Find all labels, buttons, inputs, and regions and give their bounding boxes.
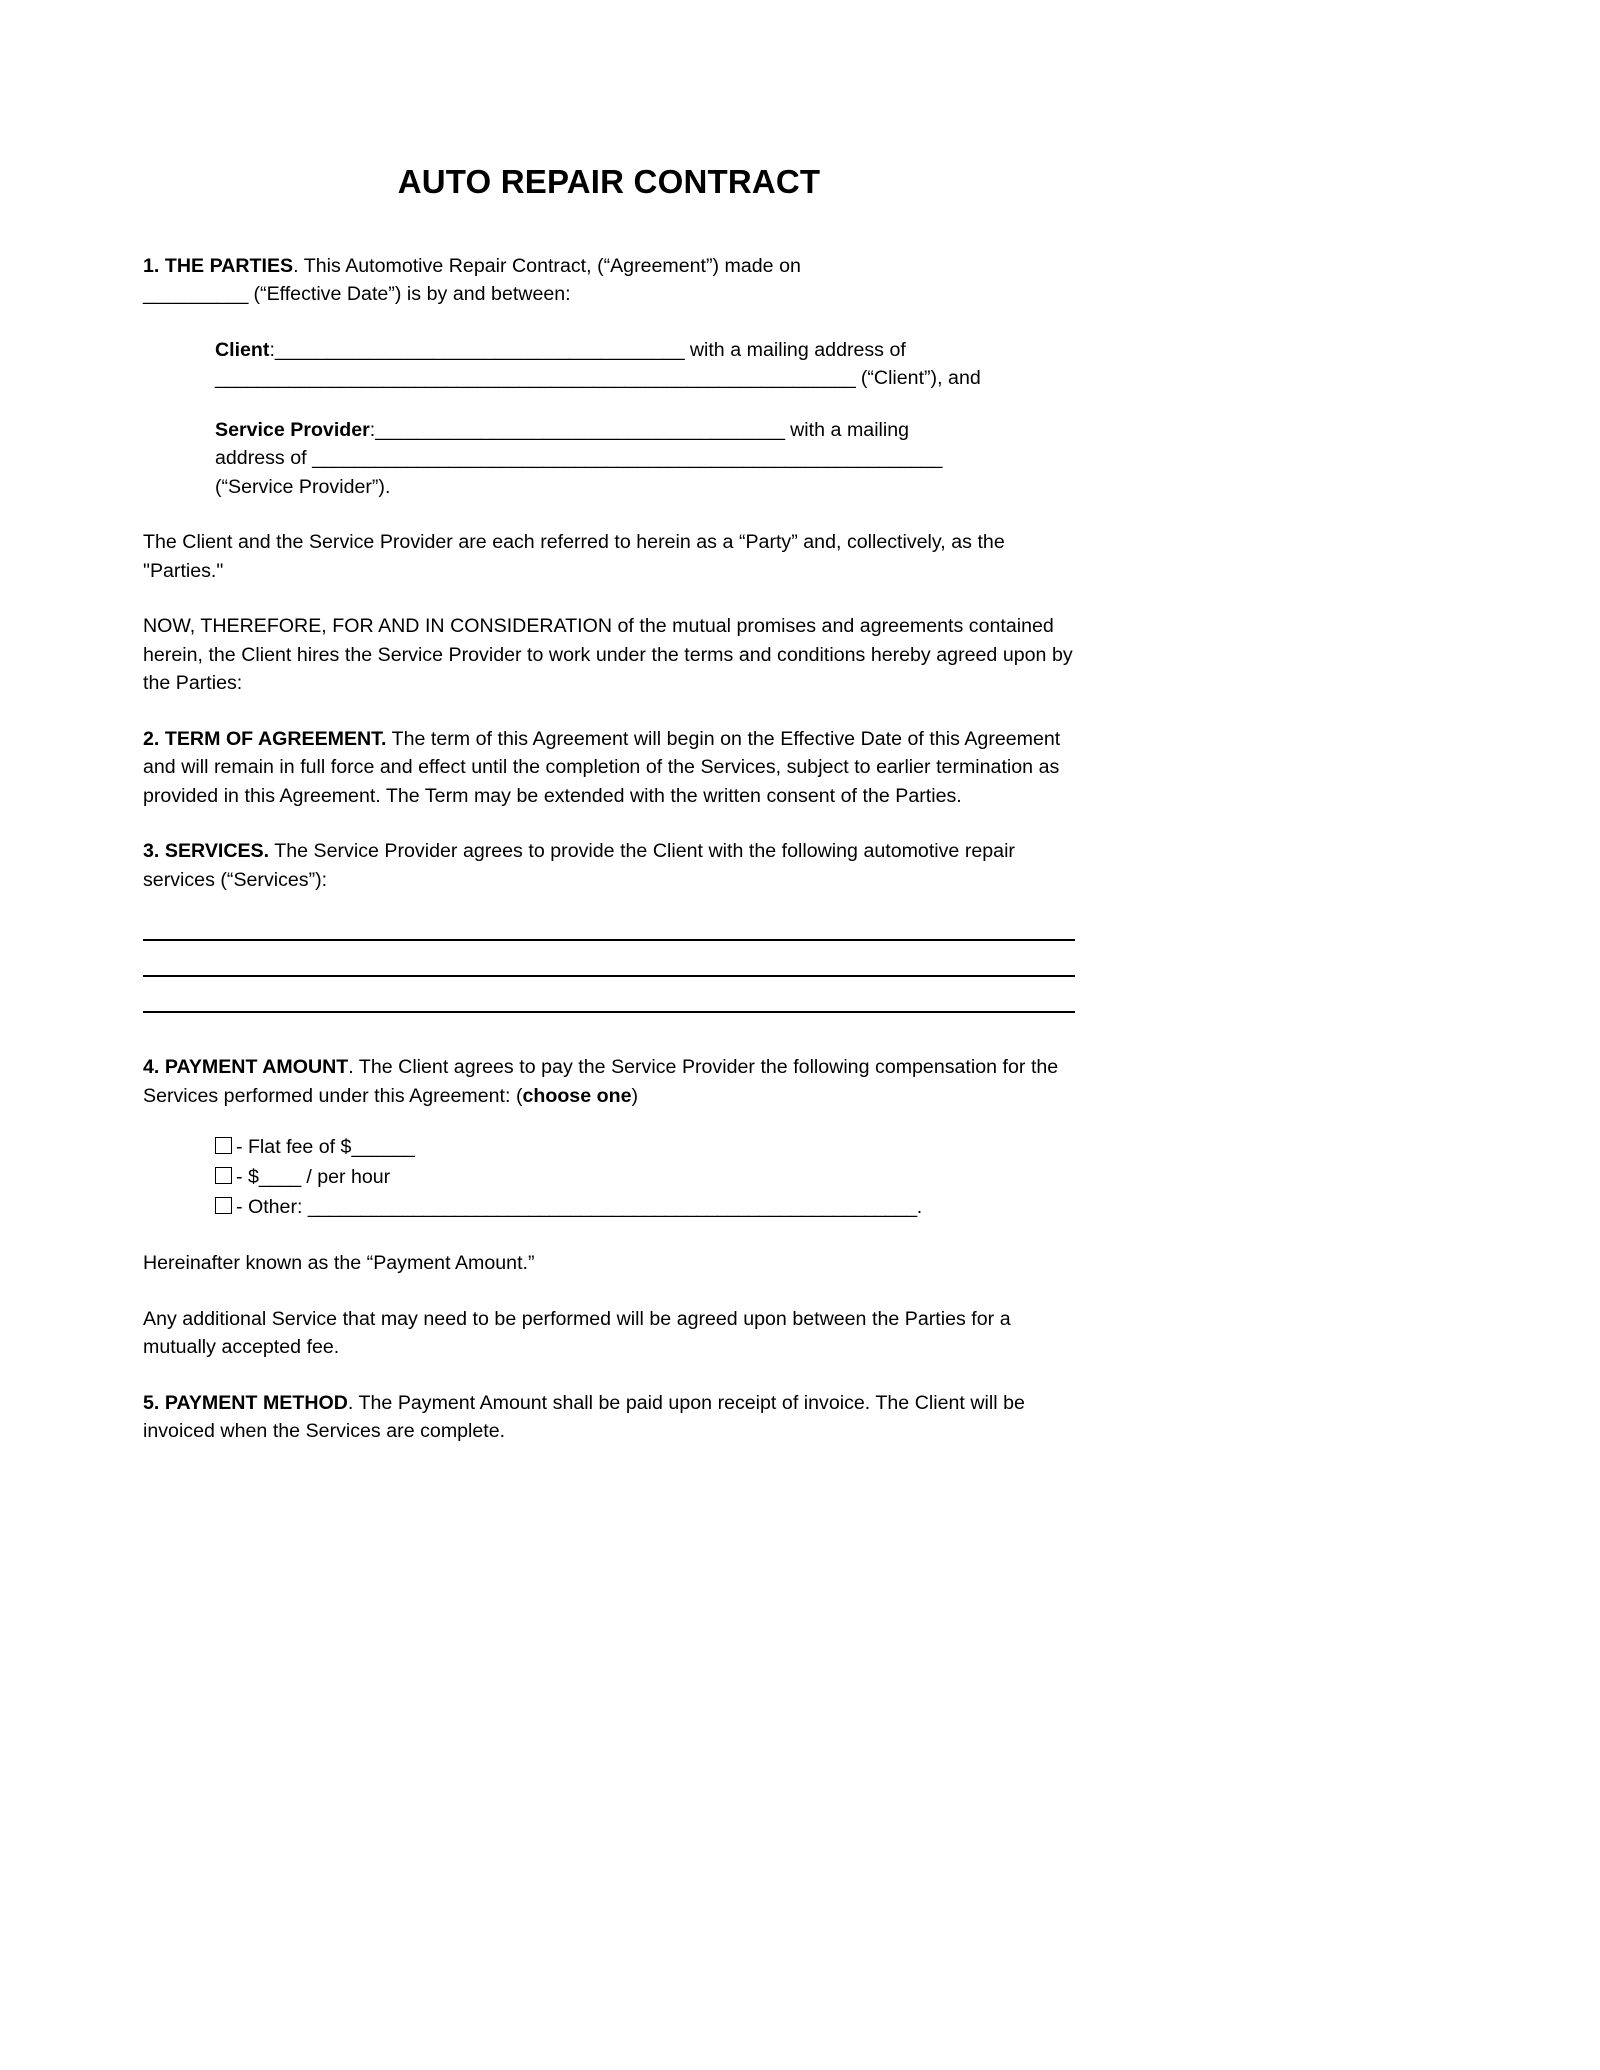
flat-fee-amount-blank[interactable]: ______ bbox=[351, 1136, 415, 1159]
spacer-before-section-5 bbox=[143, 1362, 1075, 1389]
section-services bbox=[143, 837, 1075, 894]
payment-option-dash: - bbox=[236, 1196, 248, 1219]
service-provider-mailing-text: with a mailing bbox=[784, 418, 910, 441]
unchecked-checkbox-icon[interactable] bbox=[215, 1167, 232, 1184]
spacer-before-parties-paragraph bbox=[143, 501, 1075, 528]
service-provider-name-blank[interactable]: _______________________________________ bbox=[375, 418, 785, 441]
client-address-blank[interactable]: _____________________________________________________________ bbox=[215, 367, 856, 390]
hourly-rate-blank[interactable]: ____ bbox=[258, 1166, 301, 1189]
unchecked-checkbox-icon[interactable] bbox=[215, 1137, 232, 1154]
payment-option-dash: - bbox=[236, 1166, 248, 1189]
service-provider-block bbox=[215, 416, 1075, 502]
spacer-before-client-block bbox=[143, 309, 1075, 336]
choose-one-emphasis: choose one bbox=[522, 1084, 632, 1107]
effective-date-blank[interactable]: __________ bbox=[143, 283, 248, 306]
section-payment-method bbox=[143, 1389, 1075, 1446]
payment-option-other[interactable] bbox=[215, 1192, 1075, 1222]
section-4-heading: 4. PAYMENT AMOUNT bbox=[143, 1056, 349, 1079]
services-fill-in-line[interactable] bbox=[143, 975, 1075, 977]
spacer-before-payment-options bbox=[143, 1110, 1075, 1132]
payment-option-suffix: . bbox=[916, 1196, 923, 1219]
payment-option-dash: - bbox=[236, 1136, 248, 1159]
spacer-before-service-lines bbox=[143, 894, 1075, 939]
section-3-body: The Service Provider agrees to provide the Client with the following automotive repair services (“Services”): bbox=[143, 840, 1015, 891]
service-provider-suffix: (“Service Provider”). bbox=[215, 475, 391, 498]
client-colon: : bbox=[269, 338, 275, 361]
services-fill-in-line[interactable] bbox=[143, 939, 1075, 941]
client-block bbox=[215, 336, 1075, 393]
section-5-body: . The Payment Amount shall be paid upon receipt of invoice. The Client will be invoiced when the Services are complete. bbox=[143, 1391, 1025, 1443]
service-provider-label: Service Provider bbox=[215, 418, 370, 441]
hereinafter-payment-amount: Hereinafter known as the “Payment Amount.” bbox=[143, 1252, 535, 1275]
spacer-between-party-blocks bbox=[143, 393, 1075, 416]
payment-option-label: $ bbox=[247, 1166, 259, 1189]
section-5-heading: 5. PAYMENT METHOD bbox=[143, 1391, 348, 1414]
client-mailing-text: with a mailing address of bbox=[684, 338, 906, 361]
service-provider-address-prefix: address of bbox=[215, 447, 313, 470]
spacer-after-title bbox=[143, 201, 1075, 252]
unchecked-checkbox-icon[interactable] bbox=[215, 1197, 232, 1214]
spacer-before-section-3 bbox=[143, 810, 1075, 837]
other-payment-blank[interactable]: __________________________________________________________ bbox=[307, 1196, 917, 1219]
section-4-body-part2: ) bbox=[631, 1084, 639, 1107]
section-4-body-part1: . The Client agrees to pay the Service Provider the following compensation for the Services performed under this Agreement: ( bbox=[143, 1056, 1059, 1107]
section-parties-intro bbox=[143, 252, 1075, 309]
services-fill-in-lines bbox=[143, 939, 1075, 1013]
section-1-heading: 1. THE PARTIES bbox=[143, 254, 294, 277]
client-name-blank[interactable]: _______________________________________ bbox=[274, 338, 685, 361]
spacer-after-service-lines bbox=[143, 1013, 1075, 1053]
payment-option-suffix: / per hour bbox=[300, 1166, 391, 1189]
service-provider-address-blank[interactable]: ____________________________________________________________ bbox=[312, 447, 942, 470]
document-content bbox=[143, 0, 1075, 1446]
section-2-heading: 2. TERM OF AGREEMENT. bbox=[143, 727, 387, 750]
section-payment-amount bbox=[143, 1053, 1075, 1110]
parties-definition-paragraph: The Client and the Service Provider are each referred to herein as a “Party” and, collectively, as the "Parties." bbox=[143, 531, 1005, 582]
additional-service-paragraph: Any additional Service that may need to be performed will be agreed upon between the Parties for a mutually accepted fee. bbox=[143, 1307, 1011, 1359]
page-title: AUTO REPAIR CONTRACT bbox=[397, 163, 821, 200]
consideration-paragraph: NOW, THEREFORE, FOR AND IN CONSIDERATION of the mutual promises and agreements contained herein, the Client hires the Service Provider to work under the terms and conditions hereby agreed upon by the Parties: bbox=[143, 615, 1073, 695]
section-3-heading: 3. SERVICES. bbox=[143, 840, 270, 863]
spacer-before-consideration bbox=[143, 585, 1075, 612]
payment-option-label: Flat fee of $ bbox=[247, 1136, 352, 1159]
service-provider-colon: : bbox=[369, 418, 376, 441]
client-suffix: (“Client”), and bbox=[855, 367, 981, 390]
section-term-of-agreement bbox=[143, 725, 1075, 811]
payment-options-group bbox=[215, 1132, 1075, 1222]
payment-option-flat-fee[interactable] bbox=[215, 1132, 1075, 1162]
spacer-before-section-2 bbox=[143, 698, 1075, 725]
payment-option-hourly[interactable] bbox=[215, 1162, 1075, 1192]
payment-option-label: Other: bbox=[247, 1196, 308, 1219]
section-1-intro-line2: (“Effective Date”) is by and between: bbox=[247, 283, 571, 306]
client-label: Client bbox=[215, 338, 270, 361]
spacer-before-hereinafter bbox=[143, 1222, 1075, 1249]
section-1-intro-line1: . This Automotive Repair Contract, (“Agreement”) made on bbox=[293, 254, 801, 277]
spacer-before-additional-service bbox=[143, 1278, 1075, 1305]
section-2-body: The term of this Agreement will begin on the Effective Date of this Agreement and will remain in full force and effect until the completion of the Services, subject to earlier termination as provided in this Agreement. The Term may be extended with the written consent of the Parties. bbox=[143, 727, 1061, 807]
